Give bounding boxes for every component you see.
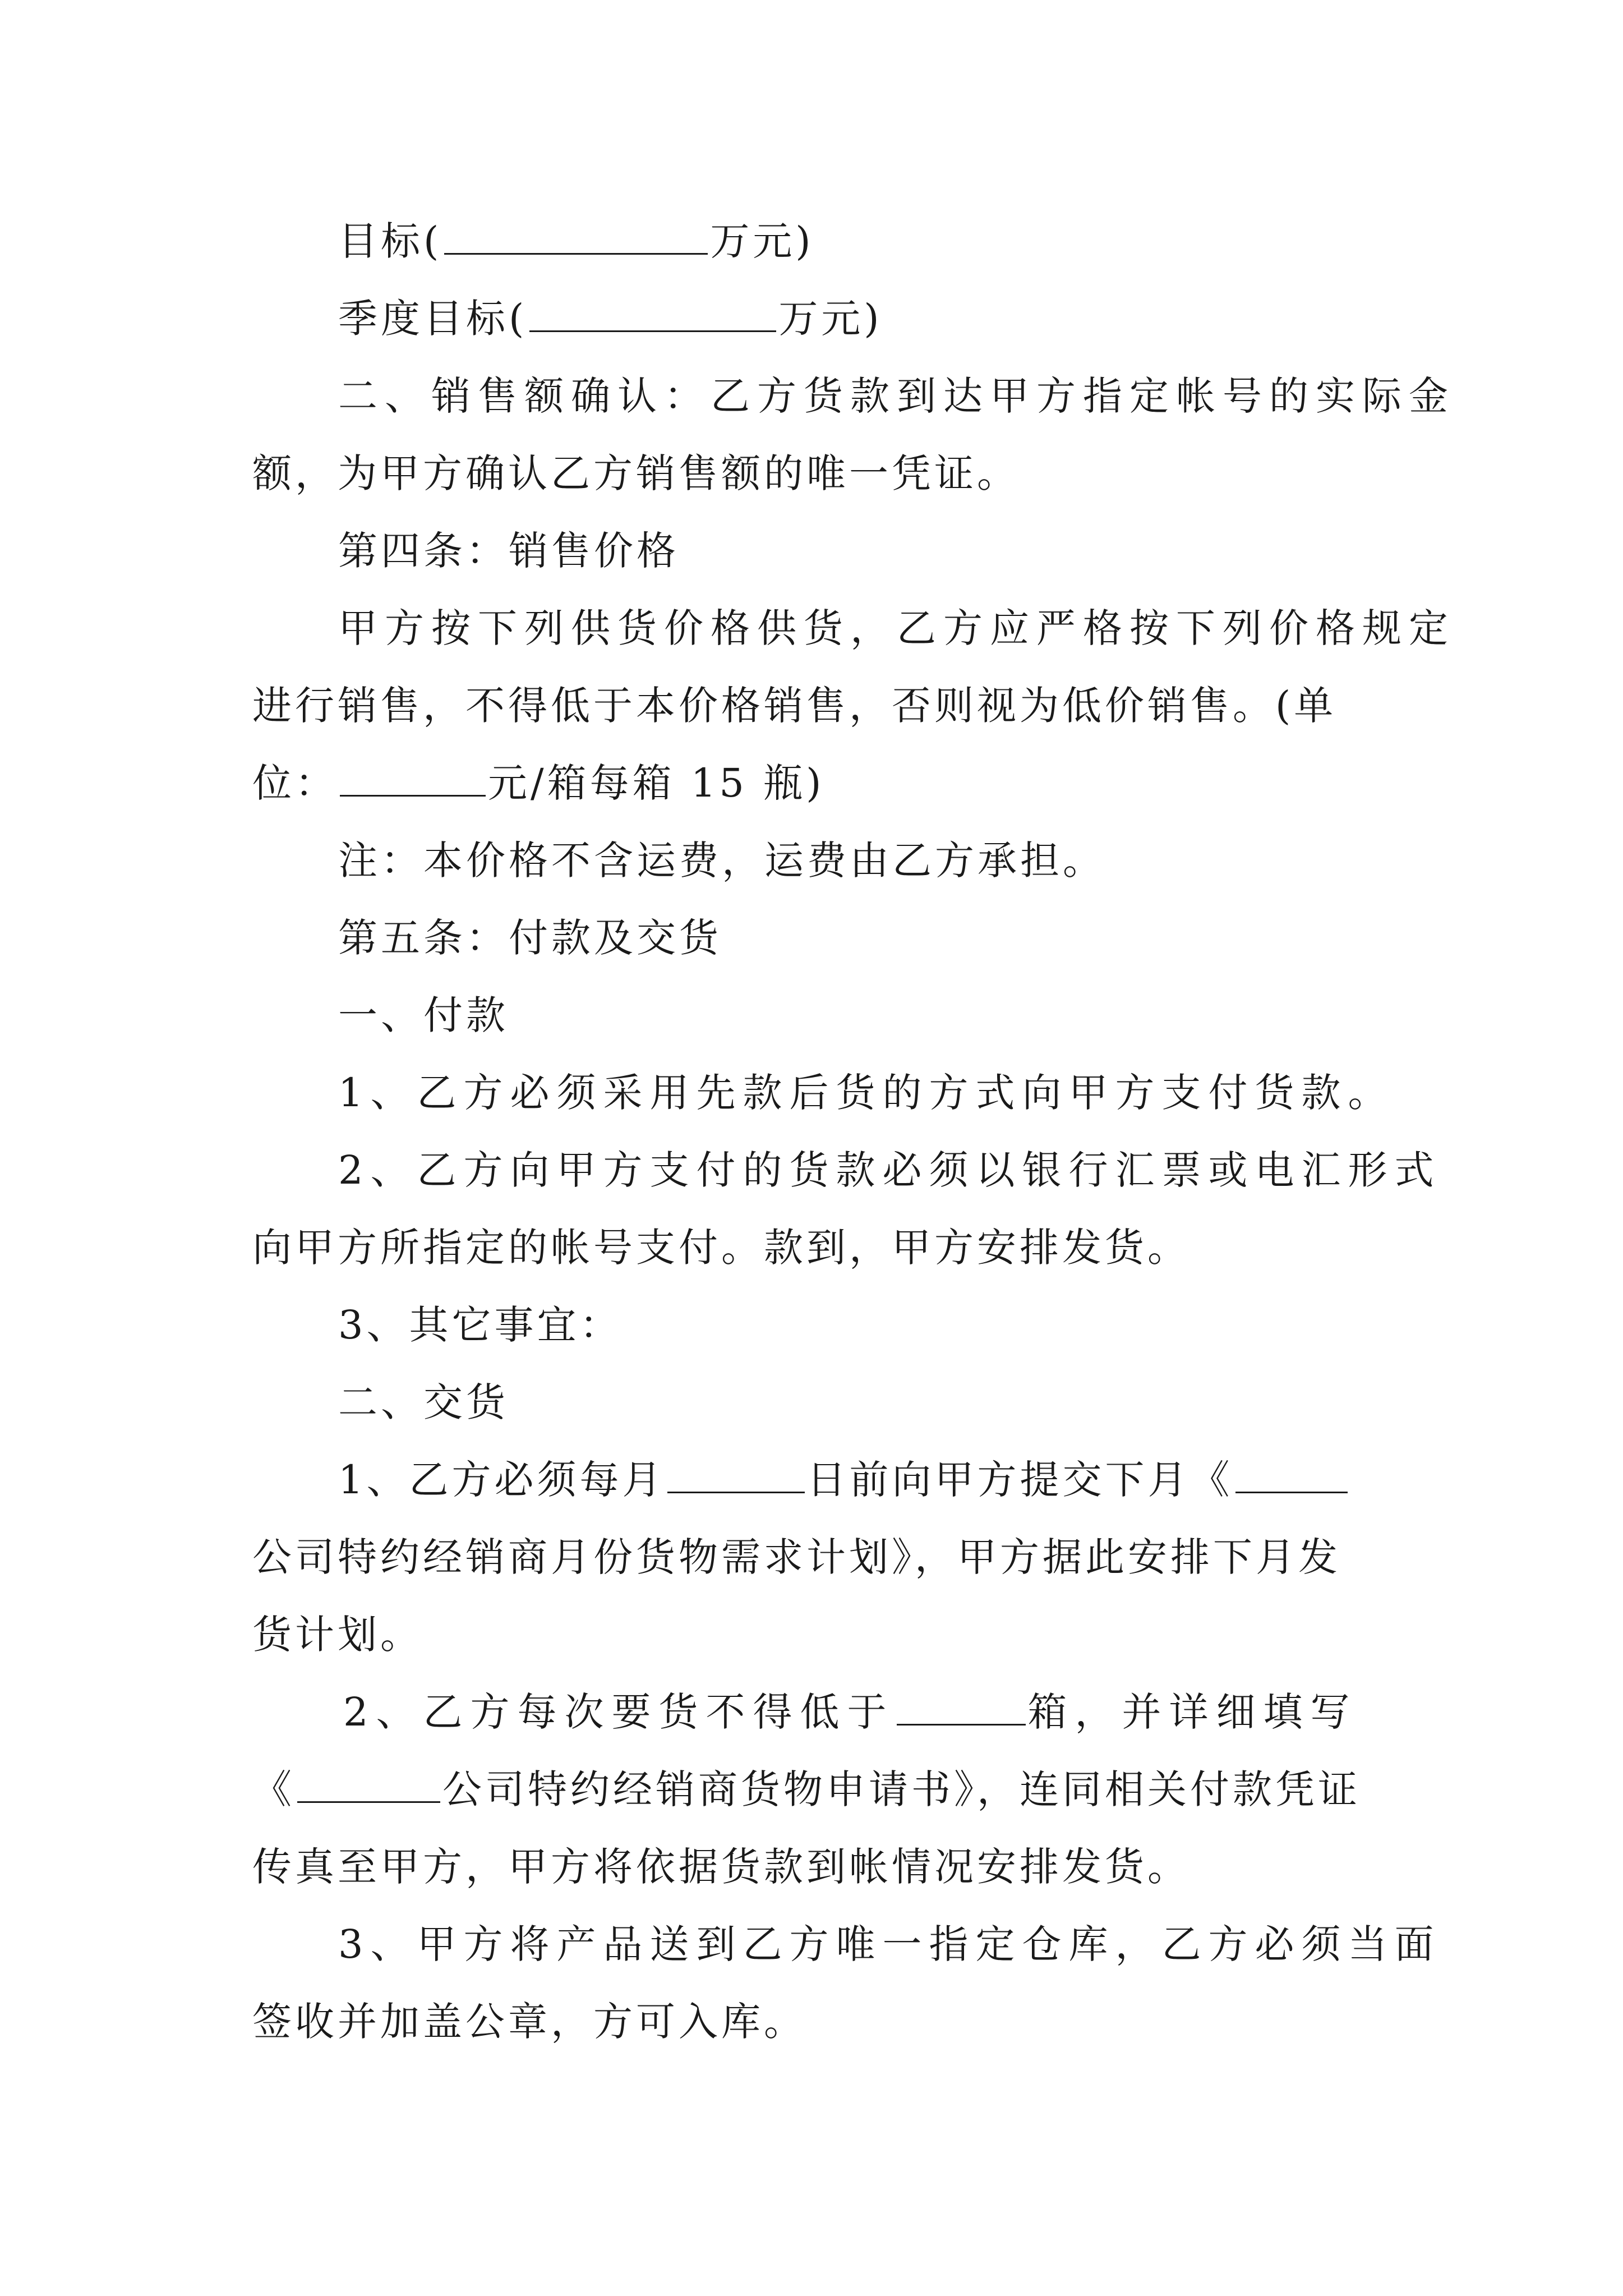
section-delivery-heading — [338, 1374, 1460, 1430]
quarter-target-unit: 万元) — [778, 296, 883, 342]
application-form-post: 公司特约经销商货物申请书》，连同相关付款凭证 — [442, 1766, 1361, 1812]
paragraph-line — [252, 1220, 1374, 1276]
delivery-item-2-post: 箱，并详细填写 — [1027, 1689, 1358, 1735]
paragraph-line — [252, 1839, 1374, 1895]
article-four-title: 第四条：销售价格 — [338, 528, 679, 574]
sales-confirm-text: 二、销售额确认：乙方货款到达甲方指定帐号的实际金 — [338, 373, 1455, 419]
delivery-item-3-cont: 签收并加盖公章，方可入库。 — [252, 1999, 806, 2045]
unit-price-line — [252, 755, 1374, 811]
delivery-item-2-pre: 2、乙方每次要货不得低于 — [343, 1689, 895, 1735]
delivery-item-1-end: 货计划。 — [252, 1612, 423, 1658]
paragraph-line — [338, 368, 1460, 424]
payment-heading-text: 一、付款 — [338, 992, 509, 1038]
application-form-line — [252, 1761, 1374, 1818]
target-label: 目标( — [338, 218, 442, 264]
price-text-1: 甲方按下列供货价格供货，乙方应严格按下列价格规定 — [338, 605, 1455, 651]
paragraph-line — [252, 1994, 1374, 2050]
quarter-target-amount-blank[interactable] — [529, 296, 776, 332]
article-five-heading — [338, 910, 1460, 966]
section-payment-heading — [338, 987, 1460, 1043]
quarter-target-label: 季度目标( — [338, 296, 528, 342]
paragraph-line — [338, 1065, 1460, 1121]
note-line — [338, 832, 1460, 889]
paragraph-line — [252, 1529, 1374, 1585]
delivery-item-1-pre: 1、乙方必须每月 — [338, 1457, 665, 1503]
article-five-title: 第五条：付款及交货 — [338, 915, 722, 961]
delivery-item-3: 3、甲方将产品送到乙方唯一指定仓库，乙方必须当面 — [338, 1921, 1441, 1967]
sales-confirm-text-cont: 额，为甲方确认乙方销售额的唯一凭证。 — [252, 450, 1020, 496]
unit-label: 位： — [252, 760, 338, 806]
company-name-blank[interactable] — [1235, 1457, 1348, 1493]
note-text: 注：本价格不含运费，运费由乙方承担。 — [338, 838, 1105, 884]
paragraph-line — [252, 678, 1374, 734]
payment-item-2-cont: 向甲方所指定的帐号支付。款到，甲方安排发货。 — [252, 1225, 1190, 1271]
application-company-blank[interactable] — [297, 1766, 440, 1803]
unit-price-blank[interactable] — [340, 760, 486, 797]
paragraph-line — [252, 1607, 1374, 1663]
delivery-item-1-line — [338, 1452, 1460, 1508]
delivery-item-1-mid: 日前向甲方提交下月《 — [806, 1457, 1233, 1503]
delivery-heading-text: 二、交货 — [338, 1379, 509, 1425]
min-boxes-blank[interactable] — [897, 1689, 1026, 1726]
application-form-pre: 《 — [252, 1766, 295, 1812]
price-text-2: 进行销售，不得低于本价格销售，否则视为低价销售。(单 — [252, 683, 1337, 729]
delivery-item-2-line — [343, 1684, 1465, 1740]
delivery-item-1-cont: 公司特约经销商月份货物需求计划》，甲方据此安排下月发 — [252, 1534, 1341, 1580]
paragraph-line — [338, 600, 1460, 656]
paragraph-line — [252, 445, 1374, 501]
paragraph-line — [338, 1297, 1460, 1353]
payment-item-1: 1、乙方必须采用先款后货的方式向甲方支付货款。 — [338, 1070, 1395, 1116]
article-four-heading — [338, 523, 1460, 579]
delivery-item-2-end: 传真至甲方，甲方将依据货款到帐情况安排发货。 — [252, 1844, 1190, 1890]
unit-price-suffix: 元/箱每箱 15 瓶) — [488, 760, 825, 806]
target-line — [338, 213, 1460, 269]
target-unit: 万元) — [710, 218, 814, 264]
payment-item-2: 2、乙方向甲方支付的货款必须以银行汇票或电汇形式 — [338, 1147, 1441, 1193]
quarter-target-line — [338, 291, 1460, 347]
target-amount-blank[interactable] — [444, 218, 708, 255]
paragraph-line — [338, 1142, 1460, 1198]
monthly-day-blank[interactable] — [667, 1457, 805, 1493]
paragraph-line — [338, 1916, 1460, 1972]
payment-item-3: 3、其它事宜： — [338, 1302, 623, 1348]
